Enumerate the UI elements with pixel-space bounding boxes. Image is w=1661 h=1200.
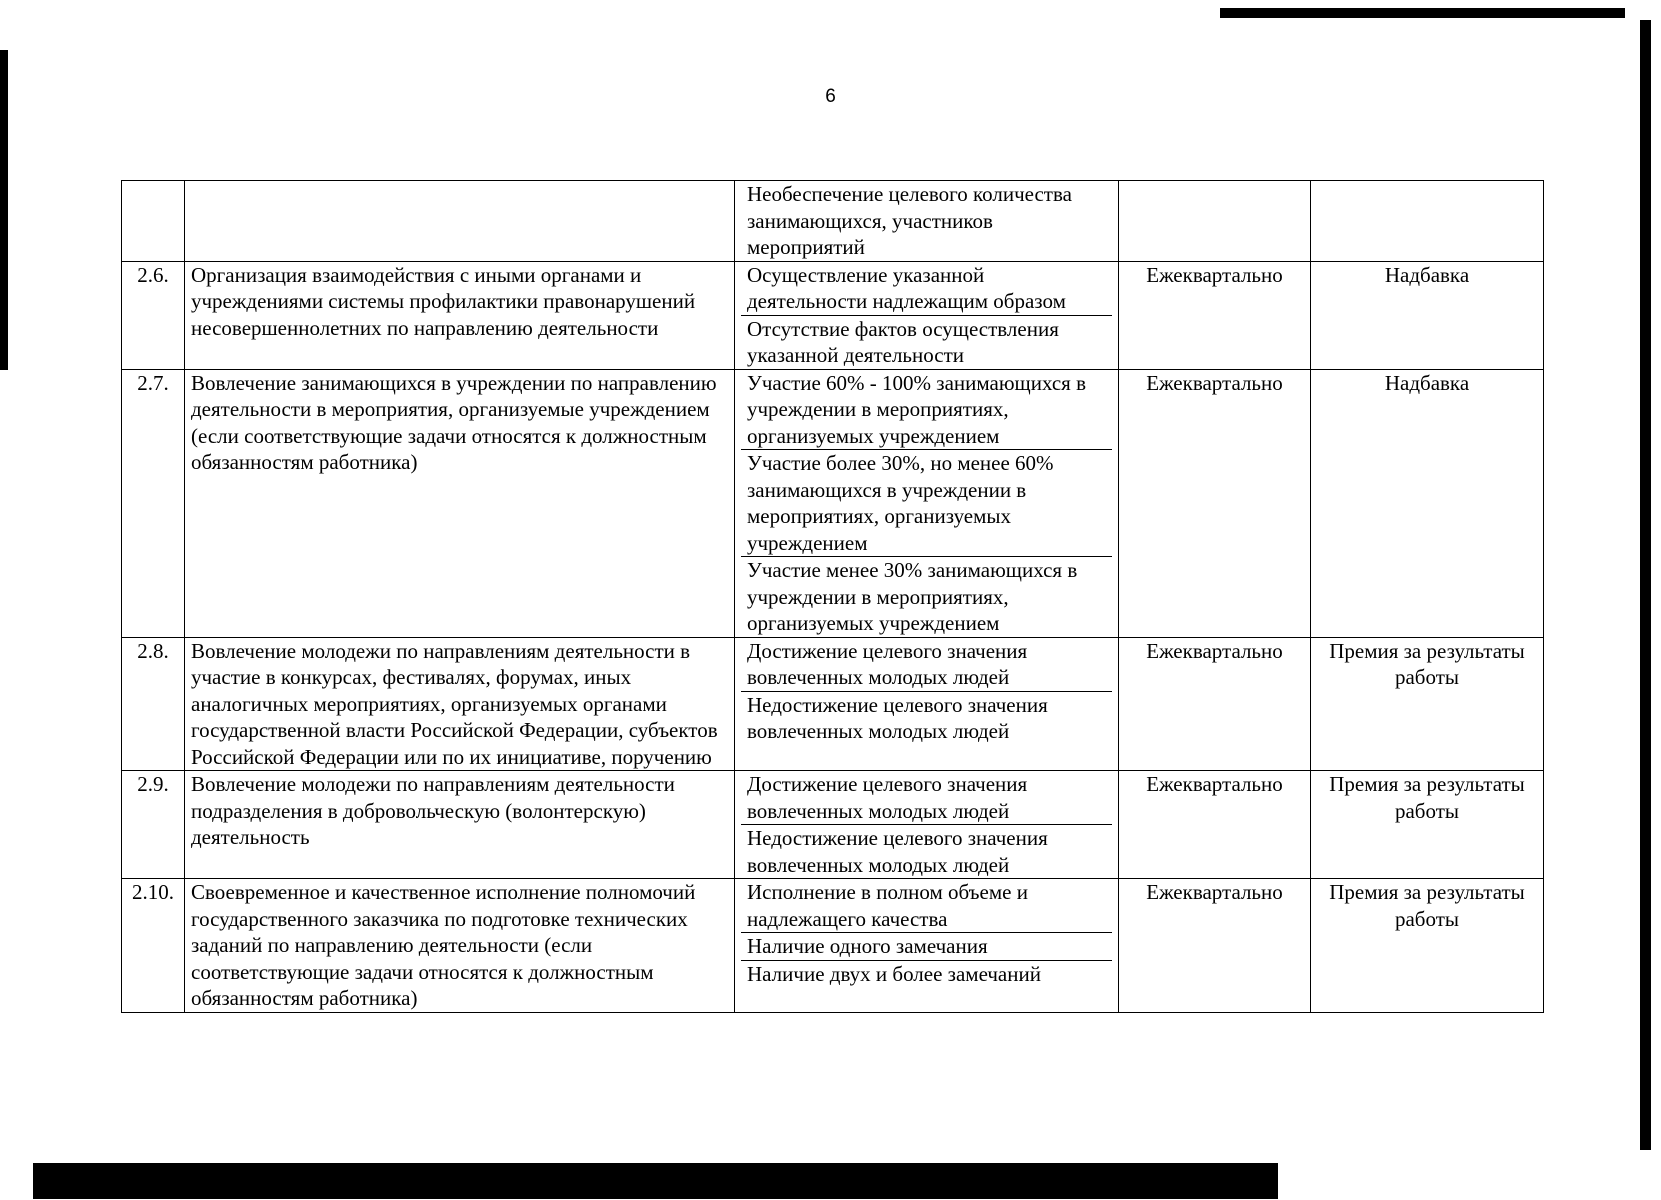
table-row [122,879,1544,1013]
payment-type-cell: Премия за результаты работы [1311,637,1544,771]
table-row [122,771,1544,879]
indicator-description: Вовлечение молодежи по направлениям деятельности подразделения в добровольческую (волонтерскую) деятельность [185,771,735,879]
payment-type-cell: Премия за результаты работы [1311,771,1544,879]
table-row [122,369,1544,637]
table-body [122,181,1544,1013]
row-number: 2.10. [122,879,185,1013]
frequency-cell [1119,181,1311,262]
criterion-item: Участие менее 30% занимающихся в учреждении в мероприятиях, организуемых учреждением [747,558,1078,635]
criterion-item: Достижение целевого значения вовлеченных молодых людей [741,638,1112,692]
row-number: 2.7. [122,369,185,637]
criterion-item: Наличие одного замечания [741,933,1112,961]
criterion-item: Необеспечение целевого количества занимающихся, участников мероприятий [747,182,1072,259]
criteria-cell [735,879,1119,1013]
criterion-item: Недостижение целевого значения вовлеченных молодых людей [747,692,1048,743]
payment-type-cell: Премия за результаты работы [1311,879,1544,1013]
frequency-cell: Ежеквартально [1119,637,1311,771]
indicator-description: Вовлечение молодежи по направлениям деятельности в участие в конкурсах, фестивалях, форумах, иных аналогичных мероприятиях, организуемых органами государственной власти Российской Федерации, субъектов Российской Федерации или по их инициативе, поручению [185,637,735,771]
criterion-item: Исполнение в полном объеме и надлежащего качества [741,879,1112,933]
criteria-cell [735,771,1119,879]
page-number: 6 [825,86,836,107]
table-row [122,181,1544,262]
criteria-cell [735,181,1119,262]
row-number: 2.8. [122,637,185,771]
frequency-cell: Ежеквартально [1119,879,1311,1013]
payment-type-cell: Надбавка [1311,261,1544,369]
scan-bar-right [1640,20,1651,1150]
row-number: 2.6. [122,261,185,369]
criterion-item: Участие более 30%, но менее 60% занимающихся в учреждении в мероприятиях, организуемых учреждением [741,450,1112,557]
scan-bar-bottom [33,1163,1278,1199]
indicator-description: Организация взаимодействия с иными органами и учреждениями системы профилактики правонарушений несовершеннолетних по направлению деятельности [185,261,735,369]
criterion-item: Недостижение целевого значения вовлеченных молодых людей [747,826,1048,877]
criteria-cell [735,369,1119,637]
payment-type-cell [1311,181,1544,262]
criteria-cell [735,637,1119,771]
indicator-description: Вовлечение занимающихся в учреждении по направлению деятельности в мероприятия, организуемые учреждением (если соответствующие задачи относятся к должностным обязанностям работника) [185,369,735,637]
criteria-cell [735,261,1119,369]
row-number: 2.9. [122,771,185,879]
row-number [122,181,185,262]
indicator-description [185,181,735,262]
criterion-item: Достижение целевого значения вовлеченных молодых людей [741,771,1112,825]
frequency-cell: Ежеквартально [1119,369,1311,637]
criterion-item: Наличие двух и более замечаний [747,961,1041,986]
payment-type-cell: Надбавка [1311,369,1544,637]
scan-bar-top-right [1220,8,1625,18]
table-row [122,637,1544,771]
criterion-item: Участие 60% - 100% занимающихся в учреждении в мероприятиях, организуемых учреждением [741,370,1112,451]
frequency-cell: Ежеквартально [1119,771,1311,879]
criterion-item: Отсутствие фактов осуществления указанной деятельности [747,316,1059,367]
table-row [122,261,1544,369]
criteria-table [121,180,1544,1013]
indicator-description: Своевременное и качественное исполнение полномочий государственного заказчика по подготовке технических заданий по направлению деятельности (если соответствующие задачи относятся к должностным обязанностям работника) [185,879,735,1013]
criterion-item: Осуществление указанной деятельности надлежащим образом [741,262,1112,316]
frequency-cell: Ежеквартально [1119,261,1311,369]
